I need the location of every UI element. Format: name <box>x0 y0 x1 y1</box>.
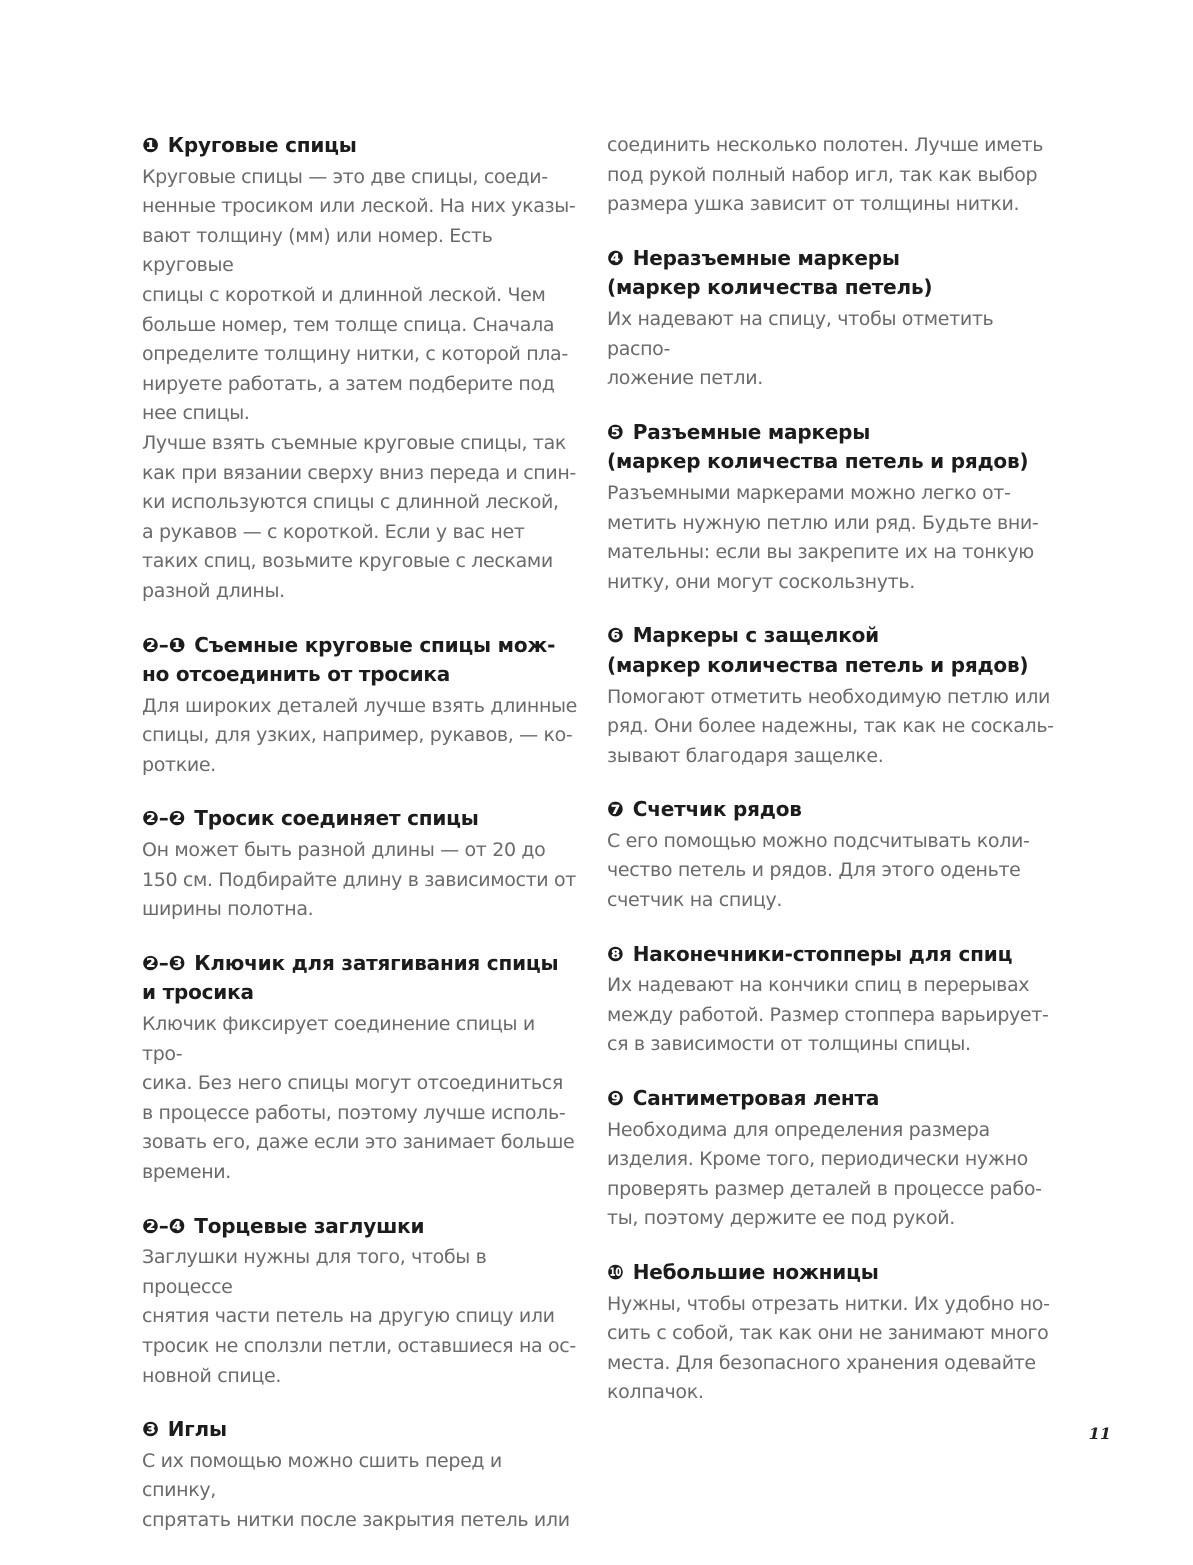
section-heading <box>607 244 1059 303</box>
body-line: С их помощью можно сшить перед и спинку, <box>142 1449 502 1502</box>
section-title: Разъемные маркеры <box>632 419 871 444</box>
body-line: ся в зависимости от толщины спицы. <box>607 1033 971 1056</box>
body-line: Нужны, чтобы отрезать нитки. Их удобно но- <box>607 1292 1050 1315</box>
section <box>607 1084 1059 1234</box>
section <box>607 795 1059 915</box>
page-number: 11 <box>1088 1424 1111 1443</box>
body-line: новной спице. <box>142 1364 282 1387</box>
body-line: в процессе работы, поэтому лучше исполь- <box>142 1101 566 1124</box>
section-heading <box>142 1212 578 1242</box>
body-line: ненные тросиком или леской. На них указы- <box>142 195 576 218</box>
body-line: Их надевают на кончики спиц в перерывах <box>607 974 1030 997</box>
section-heading <box>607 940 1059 970</box>
body-line: нируете работать, а затем подберите под <box>142 372 555 395</box>
body-line: ложение петли. <box>607 367 763 390</box>
body-line: под рукой полный набор игл, так как выбор <box>607 163 1038 186</box>
body-line: ширины полотна. <box>142 898 314 921</box>
item-number-icon: ❽ <box>607 941 624 966</box>
item-number-icon: ❻ <box>607 623 624 648</box>
body-line: Круговые спицы — это две спицы, соеди- <box>142 165 548 188</box>
section-title-continued: (маркер количества петель и рядов) <box>607 449 1029 474</box>
section-title-continued: (маркер количества петель) <box>607 275 933 300</box>
body-line: ки используются спицы с длинной леской, <box>142 491 559 514</box>
body-line: Их надевают на спицу, чтобы отметить распо- <box>607 307 994 360</box>
section-heading <box>607 1258 1059 1288</box>
section-heading <box>607 795 1059 825</box>
continued-text <box>607 131 1059 220</box>
section-heading <box>142 131 578 161</box>
section-title-continued: но отсоединить от тросика <box>142 662 451 687</box>
section-title: Небольшие ножницы <box>632 1260 879 1284</box>
body-line: времени. <box>142 1161 231 1183</box>
item-number-icon: ❶ <box>142 133 159 157</box>
body-line: зовать его, даже если это занимает больше <box>142 1131 575 1154</box>
section-title: Иглы <box>167 1417 227 1442</box>
body-line: сика. Без него спицы могут отсоединиться <box>142 1072 563 1095</box>
body-line: мательны: если вы закрепите их на тонкую <box>607 541 1034 564</box>
body-line: роткие. <box>142 753 216 776</box>
section-title: Сантиметровая лента <box>632 1086 880 1111</box>
item-number-icon: ❺ <box>607 419 624 444</box>
body-line: снятия части петель на другую спицу или <box>142 1305 555 1328</box>
body-line: места. Для безопасного хранения одевайте <box>607 1351 1036 1374</box>
item-number-icon: ❷–❶ <box>142 632 186 657</box>
section-heading <box>142 949 578 1008</box>
section <box>142 131 578 607</box>
section-title: Тросик соединяет спицы <box>194 806 479 831</box>
item-number-icon: ❹ <box>607 245 624 270</box>
body-line: проверять размер деталей в процессе рабо- <box>607 1177 1042 1200</box>
body-line: Он может быть разной длины — от 20 до <box>142 839 546 862</box>
body-line: таких спиц, возьмите круговые с лесками <box>142 550 553 573</box>
item-number-icon: ❷–❹ <box>142 1213 186 1238</box>
section <box>142 804 578 924</box>
body-line: ты, поэтому держите ее под рукой. <box>607 1207 955 1230</box>
item-number-icon: ❿ <box>607 1260 624 1284</box>
body-line: 150 см. Подбирайте длину в зависимости от <box>142 868 576 891</box>
section-title: Маркеры с защелкой <box>632 623 879 648</box>
body-line: определите толщину нитки, с которой пла- <box>142 343 568 366</box>
right-column <box>607 131 1059 1432</box>
body-line: нитку, они могут соскользнуть. <box>607 570 915 593</box>
section <box>607 244 1059 394</box>
section <box>607 418 1059 598</box>
section-title-continued: (маркер количества петель и рядов) <box>607 652 1029 677</box>
body-line: разной длины. <box>142 579 285 602</box>
section <box>142 1212 578 1392</box>
item-number-icon: ❾ <box>607 1086 624 1111</box>
body-line: больше номер, тем толще спица. Сначала <box>142 313 555 336</box>
item-number-icon: ❼ <box>607 797 624 822</box>
body-line: чество петель и рядов. Для этого оденьте <box>607 859 1021 882</box>
section-heading <box>142 631 578 690</box>
item-number-icon: ❷–❸ <box>142 950 186 975</box>
body-line: а рукавов — с короткой. Если у вас нет <box>142 520 525 543</box>
body-line: метить нужную петлю или ряд. Будьте вни- <box>607 511 1039 534</box>
section <box>142 949 578 1188</box>
body-line: как при вязании сверху вниз переда и спин- <box>142 461 576 484</box>
section-title: Круговые спицы <box>167 133 357 157</box>
body-line: изделия. Кроме того, периодически нужно <box>607 1148 1028 1171</box>
body-line: Ключик фиксирует соединение спицы и тро- <box>142 1013 535 1065</box>
section <box>142 631 578 781</box>
body-line: тросик не сползли петли, оставшиеся на ос- <box>142 1334 576 1357</box>
body-line: размера ушка зависит от толщины нитки. <box>607 193 1020 216</box>
body-line: спицы, для узких, например, рукавов, — ко- <box>142 724 573 747</box>
body-line: С его помощью можно подсчитывать коли- <box>607 829 1030 852</box>
body-line: колпачок. <box>607 1381 704 1404</box>
body-line: Для широких деталей лучше взять длинные <box>142 694 578 717</box>
section-heading <box>142 804 578 834</box>
section-heading <box>607 418 1059 477</box>
section-title: Ключик для затягивания спицы <box>194 950 559 975</box>
section-title: Съемные круговые спицы мож- <box>194 632 556 657</box>
item-number-icon: ❷–❷ <box>142 806 186 831</box>
body-line: Помогают отметить необходимую петлю или <box>607 685 1050 708</box>
body-line: ряд. Они более надежны, так как не соскаль- <box>607 715 1054 738</box>
section-heading <box>607 621 1059 680</box>
section-title: Неразъемные маркеры <box>632 245 900 270</box>
body-line: спицы с короткой и длинной леской. Чем <box>142 283 546 306</box>
left-column <box>142 131 578 1560</box>
body-line: Заглушки нужны для того, чтобы в процессе <box>142 1246 487 1298</box>
body-line: зывают благодаря защелке. <box>607 744 884 767</box>
body-line: спрятать нитки после закрытия петель или <box>142 1508 570 1531</box>
body-line: нее спицы. <box>142 402 250 425</box>
section-heading <box>142 1415 578 1445</box>
body-line: вают толщину (мм) или номер. Есть круговые <box>142 224 493 277</box>
body-line: Разъемными маркерами можно легко от- <box>607 481 1011 504</box>
section <box>607 1258 1059 1408</box>
item-number-icon: ❸ <box>142 1417 159 1442</box>
body-line: Лучше взять съемные круговые спицы, так <box>142 431 567 454</box>
body-line: соединить несколько полотен. Лучше иметь <box>607 134 1044 156</box>
section <box>607 621 1059 771</box>
section-title: Торцевые заглушки <box>194 1213 425 1238</box>
body-line: сить с собой, так как они не занимают много <box>607 1322 1049 1345</box>
body-line: счетчик на спицу. <box>607 889 783 912</box>
body-line: между работой. Размер стоппера варьирует- <box>607 1003 1049 1026</box>
section-title: Счетчик рядов <box>632 797 802 822</box>
section <box>607 940 1059 1060</box>
section <box>142 1415 578 1535</box>
section-title-continued: и тросика <box>142 980 254 1005</box>
body-line: Необходима для определения размера <box>607 1118 990 1141</box>
section-heading <box>607 1084 1059 1114</box>
section-title: Наконечники-стопперы для спиц <box>632 941 1013 966</box>
